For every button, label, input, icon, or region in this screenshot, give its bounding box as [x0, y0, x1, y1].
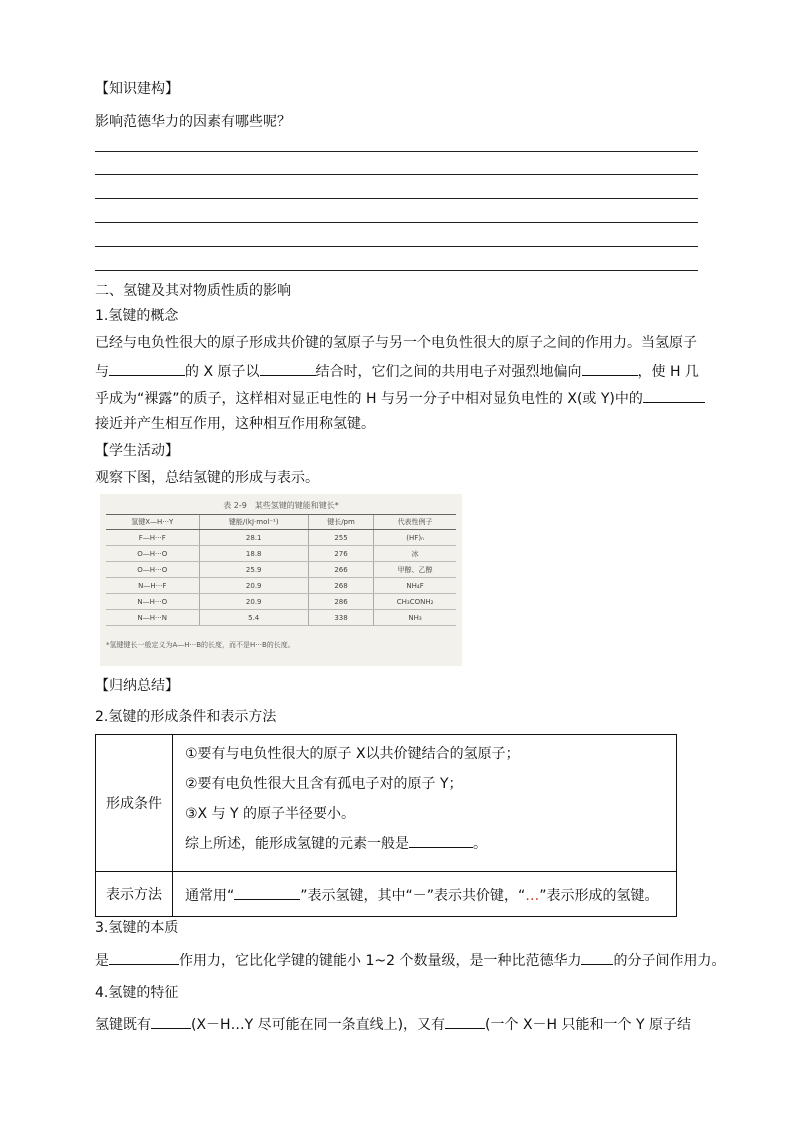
summary-heading: 2.氢键的形成条件和表示方法 — [95, 709, 277, 725]
table-footnote: *氢键键长一般定义为A—H···B的长度，而不是H···B的长度。 — [106, 641, 295, 649]
fill-blank[interactable] — [260, 360, 316, 376]
nature-text: 是 作用力，它比化学键的键能小 1~2 个数量级，是一种比范德华力 的分子间作用力。 — [95, 949, 725, 971]
table-header-row — [106, 515, 456, 530]
table-row: F—H···F 28.1 255 (HF)ₙ — [106, 530, 456, 546]
table-row: N—H···F 20.9 268 NH₄F — [106, 578, 456, 594]
table-row: O—H···O 18.8 276 冰 — [106, 546, 456, 562]
concept-line-3: 乎成为“裸露”的质子，这样相对显正电性的 H 与另一分子中相对显负电性的 X(或 Y)中的 — [95, 387, 705, 409]
summary-header: 【归纳总结】 — [95, 678, 179, 694]
fill-blank[interactable] — [643, 387, 705, 403]
formation-label: 形成条件 — [96, 735, 173, 872]
fill-blank[interactable] — [581, 949, 613, 965]
condition-item: ①要有与电负性很大的原子 X以共价键结合的氢原子； — [185, 746, 520, 762]
answer-line — [95, 246, 698, 247]
knowledge-header: 【知识建构】 — [95, 81, 179, 97]
fill-blank[interactable] — [582, 360, 638, 376]
fill-blank[interactable] — [445, 1013, 485, 1029]
answer-line — [95, 198, 698, 199]
section-title: 二、氢键及其对物质性质的影响 — [95, 283, 291, 299]
concept-line-4: 接近并产生相互作用，这种相互作用称氢键。 — [95, 416, 375, 432]
table-row: O—H···O 25.9 266 甲醇、乙醇 — [106, 562, 456, 578]
fill-blank[interactable] — [409, 832, 473, 848]
knowledge-question: 影响范德华力的因素有哪些呢？ — [95, 114, 291, 130]
conclusion: 综上所述，能形成氢键的元素一般是 。 — [185, 829, 676, 859]
answer-line — [95, 270, 698, 271]
features-heading: 4.氢键的特征 — [95, 985, 179, 1001]
formation-summary-table — [95, 734, 677, 917]
features-text: 氢键既有 (X－H…Y 尽可能在同一条直线上)，又有 (一个 X－H 只能和一个 Y 原子结 — [95, 1013, 691, 1035]
nature-heading: 3.氢键的本质 — [95, 920, 179, 936]
concept-line-1: 已经与电负性很大的原子形成共价键的氢原子与另一个电负性很大的原子之间的作用力。当氢原子 — [95, 335, 697, 351]
fill-blank[interactable] — [109, 949, 179, 965]
fill-blank[interactable] — [109, 360, 185, 376]
table-row: N—H···O 20.9 286 CH₃CONH₂ — [106, 594, 456, 610]
condition-item: ③X 与 Y 的原子半径要小。 — [185, 806, 356, 822]
answer-line — [95, 222, 698, 223]
concept-line-2: 与 的 X 原子以 结合时，它们之间的共用电子对强烈地偏向 ，使 H 几 — [95, 360, 699, 382]
activity-instruction: 观察下图，总结氢键的形成与表示。 — [95, 470, 319, 486]
table-row — [96, 735, 677, 872]
condition-item: ②要有电负性很大且含有孤电子对的原子 Y； — [185, 776, 463, 792]
table-row: N—H···N 5.4 338 NH₃ — [106, 610, 456, 626]
notation-label: 表示方法 — [96, 872, 173, 917]
hydrogen-bond-table — [106, 514, 456, 626]
column-header: 氢键X—H···Y — [106, 515, 199, 530]
fill-blank[interactable] — [234, 884, 300, 900]
notation-text: 通常用“ ”表示氢键，其中“－”表示共价键，“…”表示形成的氢键。 — [173, 872, 677, 917]
hydrogen-bond-table-image — [100, 494, 462, 666]
table-caption: 表 2-9 某些氢键的键能和键长* — [223, 501, 339, 510]
column-header: 代表性例子 — [374, 515, 456, 530]
column-header: 键长/pm — [308, 515, 373, 530]
answer-line — [95, 174, 698, 175]
table-row — [96, 872, 677, 917]
answer-line — [95, 151, 698, 152]
column-header: 键能/(kJ·mol⁻¹) — [199, 515, 308, 530]
concept-heading: 1.氢键的概念 — [95, 308, 179, 324]
activity-header: 【学生活动】 — [95, 443, 179, 459]
formation-conditions — [173, 735, 677, 872]
fill-blank[interactable] — [151, 1013, 191, 1029]
